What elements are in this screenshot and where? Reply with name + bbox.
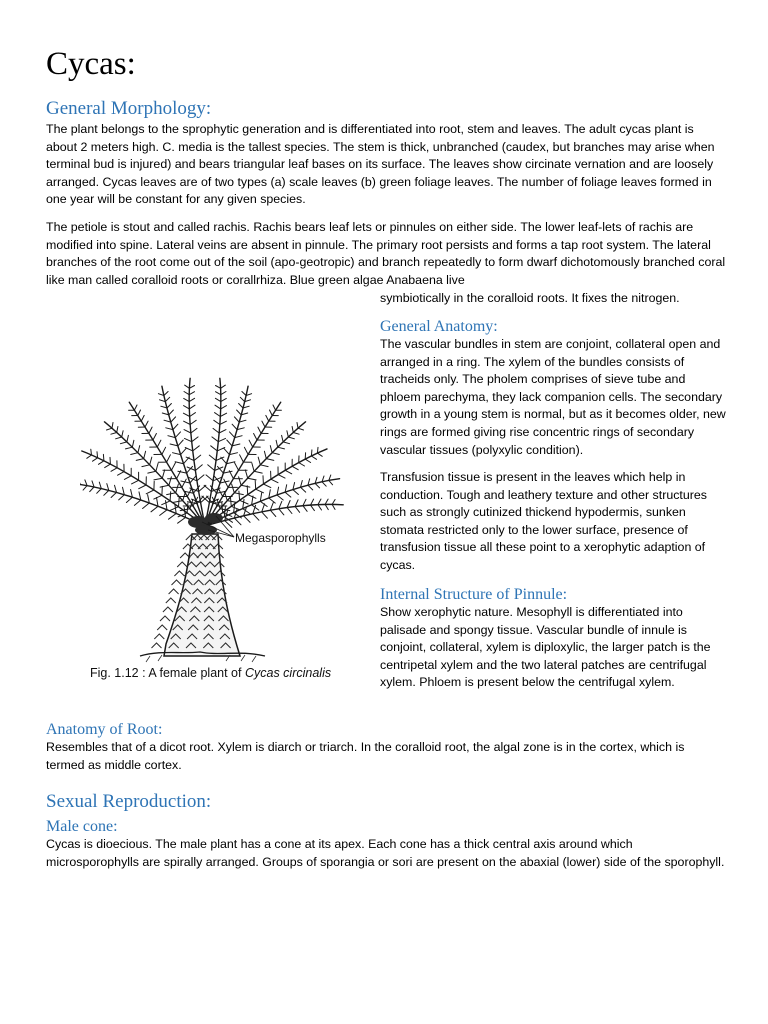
frond bbox=[205, 386, 252, 526]
trunk-scale bbox=[172, 580, 182, 585]
figure-caption-species: Cycas circinalis bbox=[244, 666, 332, 680]
cycas-plant-figure bbox=[80, 304, 370, 688]
trunk-scale bbox=[152, 643, 162, 648]
general-morphology-para-2: The petiole is stout and called rachis. Rachis bears leaf lets or pinnules on either side. The lower leaf-lets of rachis are modified into spine. Lateral veins are absent in pinnule. The primary root persists and forms a tap root system. The lateral branches of the root come out of the soil (apo-geotropic) and branch repeatedly to form dwarf dichotomously branched coral like man called coralloid roots or corallrhiza. Blue green algae Anabaena live bbox=[46, 220, 726, 287]
anatomy-of-root-heading: Anatomy of Root: bbox=[46, 721, 163, 738]
general-morphology-para-1: The plant belongs to the sprophytic generation and is differentiated into root, stem and leaves. The adult cycas plant is about 2 meters high. C. media is the tallest species. The stem is thick, unbranched (caudex, but branches may arise when terminal bud is injured) and bears triangular leaf bases on its surface. The leaves show circinate vernation and are loosely arranged. Cycas leaves are of two types (a) scale leaves (b) green foliage leaves. The number of foliage leaves formed in one year will be constant for any given species. bbox=[46, 122, 715, 207]
page-title: Cycas: bbox=[46, 46, 136, 82]
trunk-scale bbox=[157, 625, 167, 630]
trunk-scale bbox=[174, 571, 184, 576]
anatomy-of-root-para: Resembles that of a dicot root. Xylem is diarch or triarch. In the coralloid root, the algal zone is in the cortex, which is termed as middle cortex. bbox=[46, 740, 685, 772]
general-anatomy-para-2: Transfusion tissue is present in the leaves which help in conduction. Tough and leathery texture and other structures such as strongly cutinized thickend hypodermis, sunken stomata restricted only to the lower surface, presence of transfusion tissue all these point to a xerophytic adaption of cycas. bbox=[380, 470, 707, 572]
frond-group bbox=[80, 378, 343, 527]
pinnule-heading: Internal Structure of Pinnule: bbox=[380, 586, 568, 603]
male-cone-heading: Male cone: bbox=[46, 818, 118, 835]
general-morphology-heading: General Morphology: bbox=[46, 98, 212, 119]
frond bbox=[158, 386, 205, 526]
trunk bbox=[152, 534, 241, 656]
trunk-scale bbox=[166, 598, 176, 603]
general-anatomy-para-1: The vascular bundles in stem are conjoint, collateral open and arranged in a ring. The xylem of the bundles consists of tracheids only. The pholem comprises of sieve tube and phloem parechyma, they lack companion cells. The secondary growth in a young stem is normal, but as it becomes older, new rings are formed giving rise concentric rings of secondary vascular tissues (polyxylic condition). bbox=[380, 337, 726, 457]
general-anatomy-heading: General Anatomy: bbox=[380, 318, 498, 335]
trunk-scale bbox=[169, 589, 179, 594]
pinnule-para: Show xerophytic nature. Mesophyll is differentiated into palisade and spongy tissue. Vascular bundle of innule is conjoint, collateral, xylem is diploxylic, the larger patch is the centripetal xylem and the two lateral patches are centrifugal xylem. Phloem is present below the centrifugal xylem. bbox=[380, 605, 711, 690]
trunk-scale bbox=[163, 607, 173, 612]
trunk-scale bbox=[154, 634, 164, 639]
male-cone-para: Cycas is dioecious. The male plant has a cone at its apex. Each cone has a thick central axis around which microsporophylls are spirally arranged. Groups of sporangia or sori are present on the abaxial (lower) side of the sporophyll. bbox=[46, 837, 725, 869]
general-morphology-para-2-end: symbiotically in the coralloid roots. It fixes the nitrogen. bbox=[380, 291, 680, 305]
frond bbox=[80, 479, 205, 526]
cycas-plant-illustration bbox=[80, 304, 370, 688]
megasporophylls-label: Megasporophylls bbox=[235, 531, 326, 545]
trunk-scale bbox=[177, 562, 187, 567]
trunk-scale bbox=[160, 616, 170, 621]
sexual-reproduction-heading: Sexual Reproduction: bbox=[46, 791, 212, 812]
figure-caption bbox=[90, 665, 380, 681]
figure-caption-prefix: Fig. 1.12 : A female plant of bbox=[90, 666, 245, 680]
